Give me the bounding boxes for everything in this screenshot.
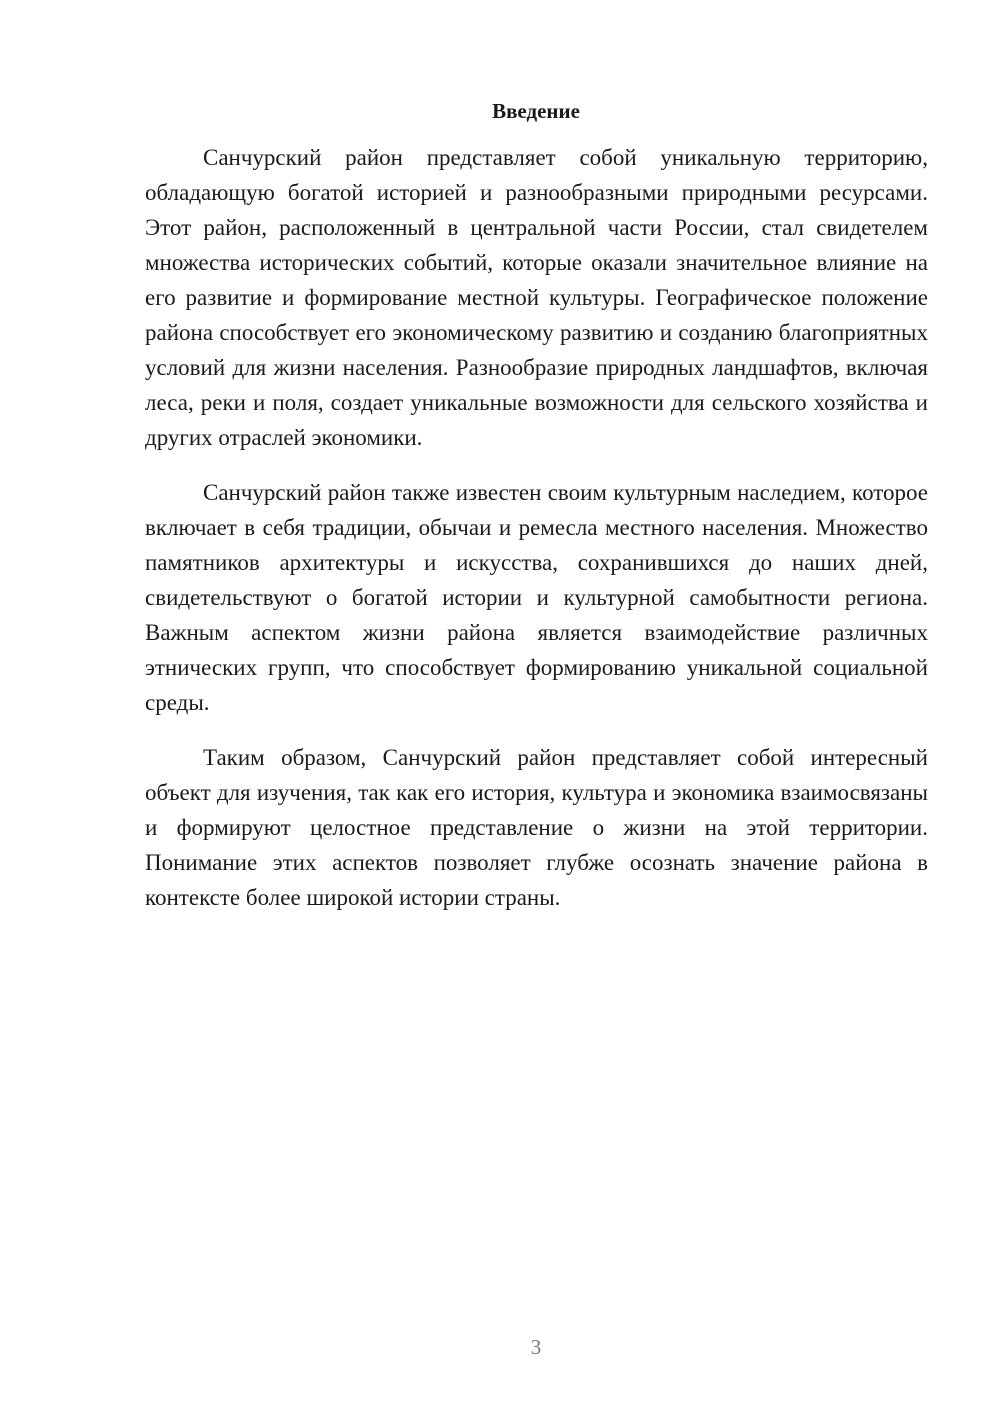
paragraph-2: Санчурский район также известен своим культурным наследием, которое включает в себя традиции, обычаи и ремесла местного населения. Множество памятников архитектуры и искусства, сохранившихся до наших дней, свидетельствуют о богатой истории и культурной самобытности региона. Важным аспектом жизни района является взаимодействие различных этнических групп, что способствует формированию уникальной социальной среды.: [145, 480, 928, 715]
section-heading: Введение: [492, 99, 580, 123]
paragraph-3: Таким образом, Санчурский район представляет собой интересный объект для изучения, так как его история, культура и экономика взаимосвязаны и формируют целостное представление о жизни на этой территории. Понимание этих аспектов позволяет глубже осознать значение района в контексте более широкой истории страны.: [145, 745, 928, 910]
body-text: [145, 140, 928, 935]
page-number: 3: [530, 1335, 542, 1359]
paragraph-1: Санчурский район представляет собой уникальную территорию, обладающую богатой историей и разнообразными природными ресурсами. Этот район, расположенный в центральной части России, стал свидетелем множества исторических событий, которые оказали значительное влияние на его развитие и формирование местной культуры. Географическое положение района способствует его экономическому развитию и созданию благоприятных условий для жизни населения. Разнообразие природных ландшафтов, включая леса, реки и поля, создает уникальные возможности для сельского хозяйства и других отраслей экономики.: [145, 145, 928, 450]
